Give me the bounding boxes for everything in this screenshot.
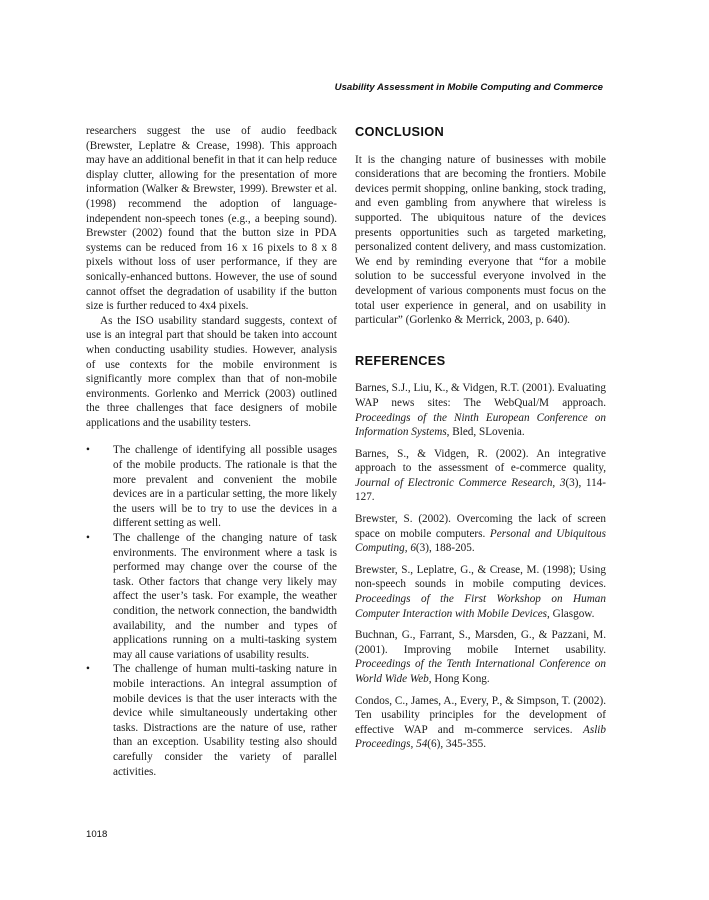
reference-text: Brewster, S. (2002). Overcoming the lack of screen space on mobile computers.	[355, 513, 606, 540]
conclusion-heading: CONCLUSION	[355, 124, 445, 139]
reference-details: (6), 345-355.	[427, 738, 487, 751]
bullet-icon: •	[86, 444, 90, 457]
reference-details: , Hong Kong.	[428, 673, 490, 685]
challenges-list	[86, 443, 337, 779]
reference-text: Buchnan, G., Farrant, S., Marsden, G., & Pazzani, M. (2001). Improving mobile Internet usability.	[355, 629, 606, 656]
list-item-text: The challenge of the changing nature of task environments. The environment where a task is performed may change over the course of the task. Other factors that change very likely may affect the user’s task. For example, the weather condition, the network connection, the bandwidth availability, and the number and types of applications running on a multi-tasking system may all cause variations of usability results.	[113, 532, 337, 661]
reference-text: Brewster, S., Leplatre, G., & Crease, M. (1998); Using non-speech sounds in mobile computing devices.	[355, 563, 606, 591]
right-column	[355, 124, 606, 759]
reference-text: Condos, C., James, A., Every, P., & Simpson, T. (2002). Ten usability principles for the development of effective WAP and m-commerce services.	[355, 694, 606, 736]
reference-entry	[355, 512, 606, 556]
reference-source: Aslib Proceedings, 54	[355, 723, 606, 751]
reference-source: Proceedings of the Tenth International Conference on World Wide Web	[355, 658, 606, 685]
reference-source: Proceedings of the First Workshop on Human Computer Interaction with Mobile Devices	[355, 593, 606, 620]
reference-details: , Bled, SLovenia.	[446, 426, 525, 439]
list-item-text: The challenge of identifying all possible usages of the mobile products. The rationale is that the more prevalent and convenient the mobile devices are in a particular setting, the more likely the users will be to try to use the devices in a different setting as well.	[113, 444, 337, 530]
reference-entry	[355, 563, 606, 621]
conclusion-paragraph: It is the changing nature of businesses with mobile considerations that are becoming the frontiers. Mobile devices permit shopping, online banking, stock trading, and even gambling from anywhere that wireless is supported. The ubiquitous nature of the devices presents opportunities such as targeted marketing, personalized content delivery, and mass customization. We end by reminding everyone that “for a mobile solution to be successful everyone involved in the development of various components must focus on the total user experience in general, and on usability in particular” (Gorlenko & Merrick, 2003, p. 640).	[355, 153, 606, 327]
reference-source: Journal of Electronic Commerce Research, 3	[355, 476, 566, 489]
reference-source: Personal and Ubiquitous Computing, 6	[355, 527, 606, 555]
reference-entry	[355, 628, 606, 686]
reference-text: Barnes, S., & Vidgen, R. (2002). An integrative approach to the assessment of e-commerce quality,	[355, 447, 606, 475]
page-number: 1018	[86, 829, 108, 840]
body-paragraph: As the ISO usability standard suggests, context of use is an integral part that should be taken into account when conducting usability studies. However, analysis of use contexts for the mobile environment is significantly more complex than that of non-mobile environments. Gorlenko and Merrick (2003) outlined the three challenges that face designers of mobile applications and the usability testers.	[86, 314, 337, 429]
list-item	[86, 443, 337, 531]
bullet-icon: •	[86, 532, 90, 545]
bullet-icon: •	[86, 663, 90, 676]
running-head: Usability Assessment in Mobile Computing and Commerce	[334, 82, 603, 93]
reference-details: , Glasgow.	[547, 607, 595, 620]
reference-entry	[355, 694, 606, 752]
left-column	[86, 124, 337, 779]
references-heading: REFERENCES	[355, 352, 446, 368]
body-paragraph: researchers suggest the use of audio feedback (Brewster, Leplatre & Crease, 1998). This approach may have an additional benefit in that it can help reduce display clutter, allowing for the presentation of more information (Walker & Brewster, 1999). Brewster et al. (1998) recommend the adoption of language-independent non-speech tones (e.g., a beeping sound). Brewster (2002) found that the button size in PDA systems can be reduced from 16 x 16 pixels to 8 x 8 pixels without loss of user performance, if they are sonically-enhanced buttons. However, the use of sound cannot offset the degradation of usability if the button size is further reduced to 4x4 pixels.	[86, 125, 337, 313]
reference-entry	[355, 447, 606, 505]
list-item	[86, 531, 337, 662]
list-item-text: The challenge of human multi-tasking nature in mobile interactions. An integral assumption of mobile devices is that the user interacts with the device while simultaneously undertaking other tasks. Distractions are the nature of use, rather than an exception. Usability testing also should carefully consider the variety of parallel activities.	[113, 663, 337, 778]
reference-text: Barnes, S.J., Liu, K., & Vidgen, R.T. (2001). Evaluating WAP news sites: The WebQual/M approach.	[355, 382, 606, 409]
reference-entry	[355, 381, 606, 439]
reference-source: Proceedings of the Ninth European Conference on Information Systems	[355, 411, 606, 439]
list-item	[86, 662, 337, 779]
reference-details: (3), 114-127.	[355, 476, 606, 504]
reference-details: (3), 188-205.	[415, 542, 475, 555]
